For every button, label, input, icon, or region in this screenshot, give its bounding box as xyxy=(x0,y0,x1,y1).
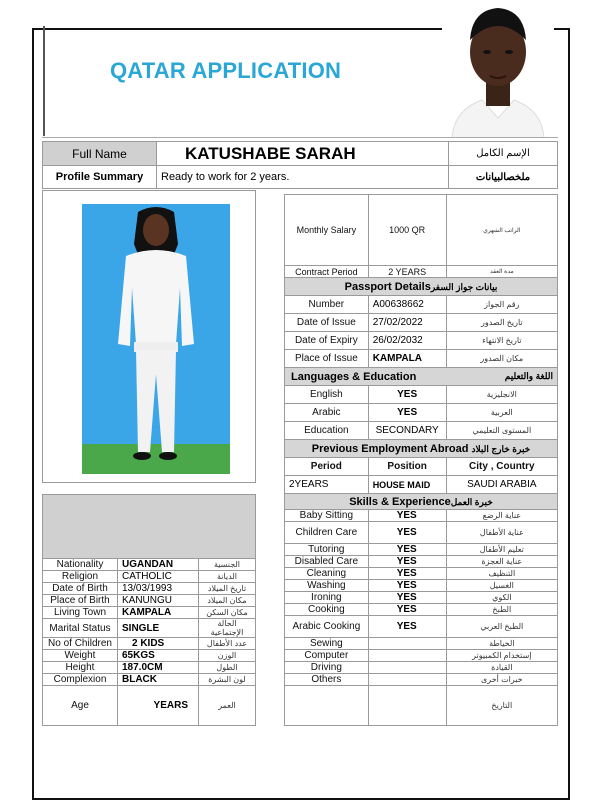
height-value: 187.0CM xyxy=(118,662,199,674)
languages-section-title-ar: اللغة والتعليم xyxy=(504,370,553,381)
passport-section-title-ar: بيانات جواز السفر xyxy=(430,281,498,292)
skills-section-title: Skills & Experience xyxy=(349,495,451,508)
skill-label: Cooking xyxy=(285,604,369,616)
full-name-label-ar: الإسم الكامل xyxy=(449,142,558,166)
salary-label: Monthly Salary xyxy=(285,195,369,266)
dob-label: Date of Birth xyxy=(43,583,118,595)
profile-summary-value: Ready to work for 2 years. xyxy=(157,166,449,189)
divider xyxy=(42,137,558,138)
skill-label: Ironing xyxy=(285,592,369,604)
skill-label-ar: الطبخ العربي xyxy=(446,616,557,638)
dob-label-ar: تاريخ الميلاد xyxy=(199,583,256,595)
complexion-label-ar: لون البشرة xyxy=(199,674,256,686)
skill-label: Driving xyxy=(285,662,369,674)
header-table xyxy=(42,141,558,189)
expiry-date-label: Date of Expiry xyxy=(285,332,369,350)
skill-value xyxy=(368,674,446,686)
place-of-issue-label: Place of Issue xyxy=(285,350,369,368)
inner-border xyxy=(43,26,45,136)
skill-value: YES xyxy=(368,568,446,580)
nationality-label-ar: الجنسية xyxy=(199,559,256,571)
complexion-value: BLACK xyxy=(118,674,199,686)
english-value: YES xyxy=(368,386,446,404)
age-label-ar: العمر xyxy=(199,686,256,726)
issue-date-value: 27/02/2022 xyxy=(368,314,446,332)
date-value xyxy=(368,686,446,726)
skill-label: Others xyxy=(285,674,369,686)
issue-date-label: Date of Issue xyxy=(285,314,369,332)
full-body-photo xyxy=(82,204,230,474)
passport-number-label: Number xyxy=(285,296,369,314)
languages-section-title: Languages & Education xyxy=(291,370,417,383)
languages-section-header xyxy=(285,368,558,386)
skill-label-ar: عناية العجزة xyxy=(446,556,557,568)
skill-value: YES xyxy=(368,522,446,544)
education-value: SECONDARY xyxy=(368,422,446,440)
skill-value: YES xyxy=(368,556,446,568)
passport-section-title: Passport Details xyxy=(344,280,431,293)
passport-number-value: A00638662 xyxy=(368,296,446,314)
employment-section-header xyxy=(285,440,558,458)
employment-section-title-ar: خبرة خارج البلاد xyxy=(471,443,531,454)
arabic-label-ar: العربية xyxy=(446,404,557,422)
place-of-issue-label-ar: مكان الصدور xyxy=(446,350,557,368)
age-label: Age xyxy=(43,686,118,726)
skill-value: YES xyxy=(368,616,446,638)
pob-label-ar: مكان الميلاد xyxy=(199,595,256,607)
issue-date-label-ar: تاريخ الصدور xyxy=(446,314,557,332)
skill-value: YES xyxy=(368,592,446,604)
full-name-label: Full Name xyxy=(43,142,157,166)
contract-period-value: 2 YEARS xyxy=(368,266,446,278)
skill-value: YES xyxy=(368,544,446,556)
skill-label-ar: عناية الرضع xyxy=(446,510,557,522)
skill-label: Arabic Cooking xyxy=(285,616,369,638)
nationality-value: UGANDAN xyxy=(118,559,199,571)
children-label: No of Children xyxy=(43,638,118,650)
complexion-label: Complexion xyxy=(43,674,118,686)
personal-header-bar xyxy=(43,495,256,559)
skill-label-ar: إستخدام الكمبيوتر xyxy=(446,650,557,662)
skill-label-ar: تعليم الأطفال xyxy=(446,544,557,556)
employment-country-value: SAUDI ARABIA xyxy=(446,476,557,494)
skill-label: Disabled Care xyxy=(285,556,369,568)
skill-label: Washing xyxy=(285,580,369,592)
skill-label: Children Care xyxy=(285,522,369,544)
education-label: Education xyxy=(285,422,369,440)
marital-status-label: Marital Status xyxy=(43,619,118,638)
skill-label-ar: التنظيف xyxy=(446,568,557,580)
expiry-date-label-ar: تاريخ الانتهاء xyxy=(446,332,557,350)
skill-label-ar: الطبخ xyxy=(446,604,557,616)
passport-number-label-ar: رقم الجواز xyxy=(446,296,557,314)
skill-value xyxy=(368,650,446,662)
skills-section-header xyxy=(285,494,558,510)
english-label-ar: الانجليزية xyxy=(446,386,557,404)
pob-label: Place of Birth xyxy=(43,595,118,607)
nationality-label: Nationality xyxy=(43,559,118,571)
profile-summary-label: Profile Summary xyxy=(43,166,157,189)
living-town-label: Living Town xyxy=(43,607,118,619)
skill-label: Computer xyxy=(285,650,369,662)
skill-value: YES xyxy=(368,510,446,522)
skill-label: Cleaning xyxy=(285,568,369,580)
age-value: YEARS xyxy=(118,686,199,726)
skill-label-ar: الخياطة xyxy=(446,638,557,650)
arabic-value: YES xyxy=(368,404,446,422)
employment-col-period: Period xyxy=(285,458,369,476)
religion-label: Religion xyxy=(43,571,118,583)
skills-section-title-ar: خبرة العمل xyxy=(450,496,493,507)
full-name-value: KATUSHABE SARAH xyxy=(157,142,449,166)
living-town-label-ar: مكان السكن xyxy=(199,607,256,619)
skill-label: Baby Sitting xyxy=(285,510,369,522)
pob-value: KANUNGU xyxy=(118,595,199,607)
portrait-photo xyxy=(442,0,554,138)
dob-value: 13/03/1993 xyxy=(118,583,199,595)
personal-details-table xyxy=(42,494,256,726)
weight-label-ar: الوزن xyxy=(199,650,256,662)
skill-label-ar: خبرات أخرى xyxy=(446,674,557,686)
skill-label-ar: الكوي xyxy=(446,592,557,604)
skill-label-ar: عناية الأطفال xyxy=(446,522,557,544)
contract-period-label-ar: مدة العقد xyxy=(446,266,557,278)
arabic-label: Arabic xyxy=(285,404,369,422)
expiry-date-value: 26/02/2032 xyxy=(368,332,446,350)
employment-col-position: Position xyxy=(368,458,446,476)
date-label-ar: التاريخ xyxy=(446,686,557,726)
employment-section-title: Previous Employment Abroad xyxy=(311,442,469,455)
weight-value: 65KGS xyxy=(118,650,199,662)
marital-status-label-ar: الحالة الإجتماعية xyxy=(199,619,256,638)
skill-label: Tutoring xyxy=(285,544,369,556)
skill-value xyxy=(368,638,446,650)
salary-label-ar: الراتب الشهري xyxy=(446,195,557,266)
education-label-ar: المستوى التعليمي xyxy=(446,422,557,440)
employment-position-value: HOUSE MAID xyxy=(368,476,446,494)
details-table xyxy=(284,194,558,726)
date-label xyxy=(285,686,369,726)
weight-label: Weight xyxy=(43,650,118,662)
employment-period-value: 2YEARS xyxy=(285,476,369,494)
english-label: English xyxy=(285,386,369,404)
passport-section-header xyxy=(285,278,558,296)
salary-value: 1000 QR xyxy=(368,195,446,266)
children-label-ar: عدد الأطفال xyxy=(199,638,256,650)
skill-label-ar: القيادة xyxy=(446,662,557,674)
living-town-value: KAMPALA xyxy=(118,607,199,619)
skill-label-ar: الغسيل xyxy=(446,580,557,592)
children-value: 2 KIDS xyxy=(118,638,199,650)
skill-label: Sewing xyxy=(285,638,369,650)
skill-value: YES xyxy=(368,580,446,592)
profile-summary-label-ar: ملخصالبيانات xyxy=(449,166,558,189)
place-of-issue-value: KAMPALA xyxy=(368,350,446,368)
page-title: QATAR APPLICATION xyxy=(110,58,342,83)
marital-status-value: SINGLE xyxy=(118,619,199,638)
contract-period-label: Contract Period xyxy=(285,266,369,278)
skill-value xyxy=(368,662,446,674)
religion-value: CATHOLIC xyxy=(118,571,199,583)
religion-label-ar: الديانة xyxy=(199,571,256,583)
height-label-ar: الطول xyxy=(199,662,256,674)
employment-col-country: City , Country xyxy=(446,458,557,476)
height-label: Height xyxy=(43,662,118,674)
skill-value: YES xyxy=(368,604,446,616)
